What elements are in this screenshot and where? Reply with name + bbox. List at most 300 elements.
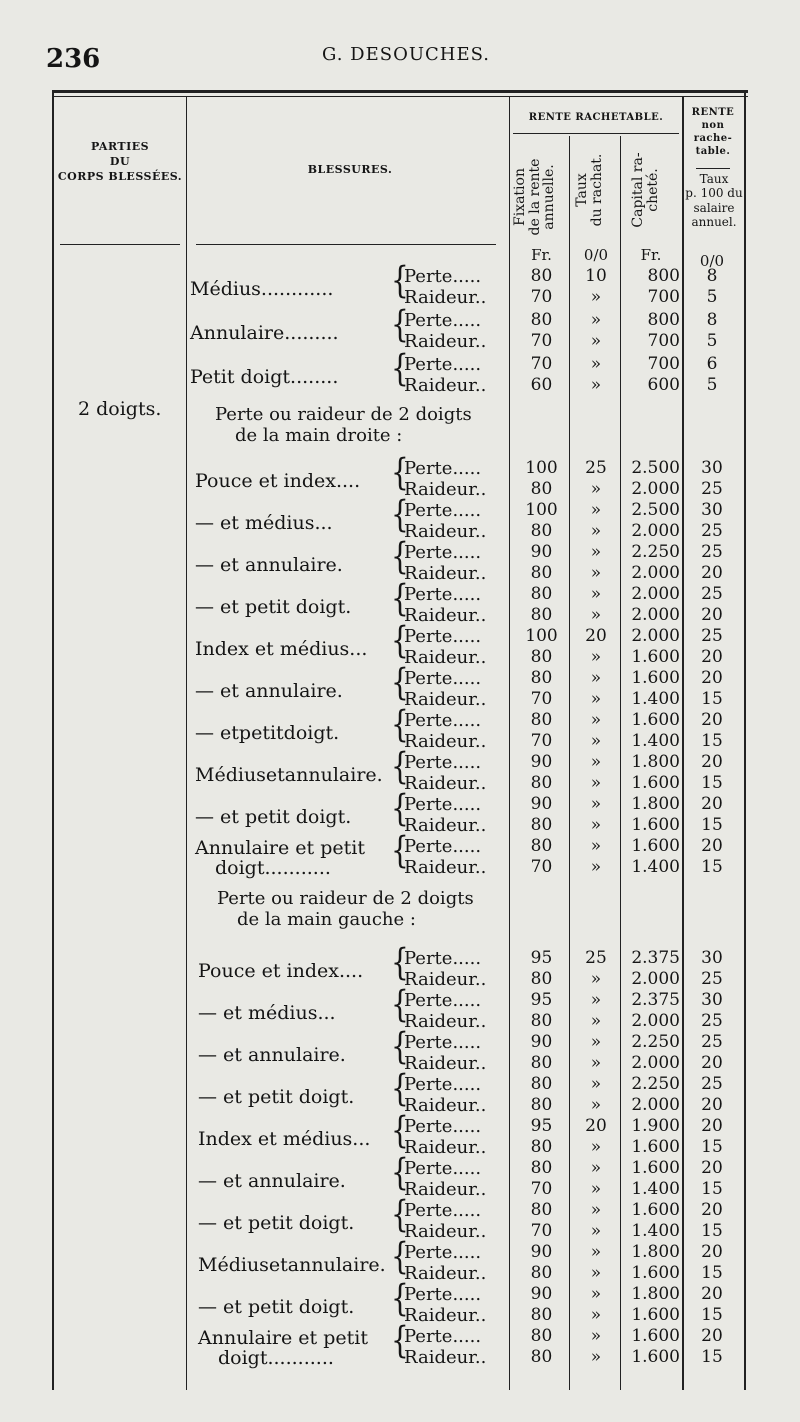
rente-rule <box>513 133 679 134</box>
header-taux-salaire <box>684 172 744 230</box>
unit-salaire: 0/0 <box>699 252 725 270</box>
cell-salaire: 30 <box>701 948 723 968</box>
row-label-cont: doigt........... <box>218 1347 334 1369</box>
cell-salaire: 5 <box>706 331 718 351</box>
cell-salaire: 15 <box>701 857 723 877</box>
cell-fixation: 80 <box>530 479 553 499</box>
row-label: — et annulaire. <box>195 680 343 702</box>
cell-taux: » <box>590 563 602 583</box>
header-rente-non-line3: table. <box>695 146 731 157</box>
cell-fixation: 80 <box>530 1053 553 1073</box>
cell-fixation: 80 <box>530 668 553 688</box>
row-kind: Raideur.. <box>404 1179 487 1200</box>
row-kind: Raideur.. <box>404 773 487 794</box>
cell-salaire: 25 <box>701 1032 723 1052</box>
cell-salaire: 15 <box>701 815 723 835</box>
row-kind: Raideur.. <box>404 1263 487 1284</box>
row-kind: Raideur.. <box>404 815 487 836</box>
cell-capital: 1.600 <box>631 1200 680 1220</box>
row-kind: Raideur.. <box>404 1221 487 1242</box>
row-kind: Raideur.. <box>404 479 487 500</box>
cell-taux: » <box>590 710 602 730</box>
cell-salaire: 15 <box>701 1347 723 1367</box>
cell-capital: 2.000 <box>631 626 680 646</box>
row-kind: Perte..... <box>404 1158 482 1179</box>
cell-fixation: 80 <box>530 1200 553 1220</box>
cell-capital: 1.800 <box>631 752 680 772</box>
brace: { <box>391 1108 409 1152</box>
cell-fixation: 80 <box>530 836 553 856</box>
cell-fixation: 90 <box>530 752 553 772</box>
header-rente-non-line1: RENTE <box>691 107 735 118</box>
cell-fixation: 70 <box>530 731 553 751</box>
unit-fixation: Fr. <box>531 246 552 264</box>
cell-fixation: 80 <box>530 1305 553 1325</box>
cell-taux: » <box>590 794 602 814</box>
group-label: 2 doigts. <box>78 398 162 420</box>
cell-taux: » <box>590 773 602 793</box>
cell-salaire: 20 <box>701 1116 723 1136</box>
cell-salaire: 20 <box>701 668 723 688</box>
cell-salaire: 15 <box>701 731 723 751</box>
cell-fixation: 80 <box>530 310 553 330</box>
cell-fixation: 95 <box>530 990 553 1010</box>
header-fixation-line3: annuelle. <box>541 164 558 230</box>
brace: { <box>391 576 409 620</box>
cell-capital: 2.000 <box>631 969 680 989</box>
section-gauche <box>217 888 474 930</box>
cell-fixation: 70 <box>530 689 553 709</box>
cell-taux: » <box>590 668 602 688</box>
cell-capital: 1.600 <box>631 710 680 730</box>
cell-taux: 20 <box>585 1116 607 1136</box>
cell-salaire: 25 <box>701 479 723 499</box>
cell-salaire: 25 <box>701 969 723 989</box>
cell-taux: » <box>590 1200 602 1220</box>
header-fixation <box>513 152 567 242</box>
row-kind: Raideur.. <box>404 689 487 710</box>
row-kind: Perte..... <box>404 1074 482 1095</box>
row-kind: Raideur.. <box>404 857 487 878</box>
cell-capital: 600 <box>647 375 680 395</box>
cell-salaire: 20 <box>701 1158 723 1178</box>
cell-taux: » <box>590 815 602 835</box>
cell-taux: » <box>590 731 602 751</box>
cell-fixation: 80 <box>530 815 553 835</box>
cell-taux: » <box>590 836 602 856</box>
brace: { <box>391 828 409 872</box>
brace: { <box>391 702 409 746</box>
header-taux-line1: Taux <box>574 173 590 207</box>
cell-salaire: 20 <box>701 1326 723 1346</box>
header-parties-line2: DU <box>109 154 131 168</box>
cell-fixation: 80 <box>530 647 553 667</box>
unit-taux: 0/0 <box>583 246 609 264</box>
row-label: Index et médius... <box>198 1128 371 1150</box>
cell-capital: 1.600 <box>631 815 680 835</box>
brace: { <box>391 982 409 1026</box>
cell-fixation: 95 <box>530 1116 553 1136</box>
brace: { <box>391 1066 409 1110</box>
row-kind: Raideur.. <box>404 1347 487 1368</box>
header-taux-salaire-line2: p. 100 du <box>685 186 743 201</box>
header-capital-line2: cheté. <box>644 168 661 212</box>
header-taux-salaire-line1: Taux <box>699 172 729 186</box>
row-label: Pouce et index.... <box>195 470 361 492</box>
col-rule-4 <box>620 136 621 1390</box>
brace: { <box>391 940 409 984</box>
cell-capital: 1.600 <box>631 1263 680 1283</box>
section-droite <box>215 404 472 446</box>
col-rule-2 <box>509 96 510 1390</box>
cell-taux: » <box>590 1347 602 1367</box>
row-label: Annulaire......... <box>190 322 339 344</box>
cell-fixation: 80 <box>530 710 553 730</box>
header-rente-non <box>682 106 744 158</box>
left-rule <box>52 90 54 1390</box>
brace: { <box>391 618 409 662</box>
cell-capital: 1.400 <box>631 857 680 877</box>
cell-salaire: 25 <box>701 626 723 646</box>
cell-fixation: 80 <box>530 1137 553 1157</box>
cell-taux: » <box>590 1326 602 1346</box>
brace: { <box>391 1150 409 1194</box>
cell-salaire: 20 <box>701 794 723 814</box>
cell-capital: 1.400 <box>631 689 680 709</box>
row-kind: Perte..... <box>404 542 482 563</box>
header-fixation-line2: de la rente <box>526 158 543 236</box>
cell-capital: 2.500 <box>631 458 680 478</box>
cell-taux: » <box>590 1011 602 1031</box>
cell-capital: 800 <box>647 310 680 330</box>
brace: { <box>391 786 409 830</box>
row-kind: Perte..... <box>404 752 482 773</box>
row-label: — et annulaire. <box>195 554 343 576</box>
col-rule-1 <box>186 96 187 1390</box>
row-kind: Raideur.. <box>404 1095 487 1116</box>
cell-fixation: 90 <box>530 1032 553 1052</box>
cell-salaire: 30 <box>701 458 723 478</box>
section-droite-line2: de la main droite : <box>235 425 403 446</box>
cell-capital: 2.000 <box>631 605 680 625</box>
row-label: — et petit doigt. <box>198 1212 355 1234</box>
cell-salaire: 25 <box>701 1011 723 1031</box>
cell-salaire: 6 <box>706 354 718 374</box>
cell-salaire: 20 <box>701 752 723 772</box>
row-label: Médiusetannulaire. <box>195 764 383 786</box>
cell-capital: 2.000 <box>631 1095 680 1115</box>
row-label: Annulaire et petit <box>195 837 365 859</box>
cell-capital: 2.375 <box>631 990 680 1010</box>
row-label: — et médius... <box>198 1002 336 1024</box>
brace: { <box>391 346 409 390</box>
row-kind: Perte..... <box>404 1032 482 1053</box>
section-gauche-line1: Perte ou raideur de 2 doigts <box>217 888 474 909</box>
header-taux-rachat <box>575 145 615 235</box>
cell-taux: » <box>590 479 602 499</box>
cell-taux: 10 <box>585 266 607 286</box>
cell-fixation: 80 <box>530 521 553 541</box>
cell-salaire: 20 <box>701 1284 723 1304</box>
cell-capital: 1.600 <box>631 1305 680 1325</box>
cell-capital: 2.250 <box>631 1032 680 1052</box>
row-kind: Perte..... <box>404 710 482 731</box>
cell-fixation: 60 <box>530 375 553 395</box>
cell-taux: » <box>590 375 602 395</box>
cell-salaire: 25 <box>701 1074 723 1094</box>
cell-taux: » <box>590 1284 602 1304</box>
cell-capital: 700 <box>647 354 680 374</box>
cell-salaire: 15 <box>701 1137 723 1157</box>
cell-salaire: 20 <box>701 1095 723 1115</box>
cell-capital: 1.400 <box>631 1179 680 1199</box>
cell-salaire: 20 <box>701 836 723 856</box>
header-taux-salaire-line4: annuel. <box>691 215 737 230</box>
cell-taux: » <box>590 287 602 307</box>
cell-taux: » <box>590 310 602 330</box>
cell-capital: 2.000 <box>631 563 680 583</box>
brace: { <box>391 492 409 536</box>
cell-fixation: 80 <box>530 1347 553 1367</box>
cell-salaire: 20 <box>701 710 723 730</box>
cell-capital: 2.000 <box>631 584 680 604</box>
row-kind: Raideur.. <box>404 521 487 542</box>
cell-capital: 2.375 <box>631 948 680 968</box>
cell-fixation: 70 <box>530 331 553 351</box>
row-kind: Perte..... <box>404 794 482 815</box>
page-number: 236 <box>46 44 101 74</box>
cell-salaire: 15 <box>701 1305 723 1325</box>
row-kind: Raideur.. <box>404 331 487 352</box>
cell-taux: » <box>590 1242 602 1262</box>
row-label: — et annulaire. <box>198 1170 346 1192</box>
cell-fixation: 70 <box>530 857 553 877</box>
cell-taux: » <box>590 1263 602 1283</box>
cell-salaire: 20 <box>701 1242 723 1262</box>
cell-taux: 20 <box>585 626 607 646</box>
cell-taux: » <box>590 1158 602 1178</box>
brace: { <box>391 258 409 302</box>
brace: { <box>391 1234 409 1278</box>
header-parties-line1: PARTIES <box>90 140 150 153</box>
cell-fixation: 70 <box>530 1221 553 1241</box>
header-parties-line3: CORPS BLESSÉES. <box>57 169 183 183</box>
cell-taux: » <box>590 354 602 374</box>
cell-taux: 25 <box>585 458 607 478</box>
row-kind: Perte..... <box>404 1116 482 1137</box>
row-kind: Perte..... <box>404 626 482 647</box>
top-rule-thin <box>52 96 748 97</box>
cell-capital: 1.900 <box>631 1116 680 1136</box>
cell-salaire: 15 <box>701 689 723 709</box>
cell-capital: 1.800 <box>631 1242 680 1262</box>
cell-fixation: 95 <box>530 948 553 968</box>
row-kind: Perte..... <box>404 836 482 857</box>
header-parties <box>56 140 184 185</box>
row-kind: Raideur.. <box>404 647 487 668</box>
cell-fixation: 80 <box>530 1074 553 1094</box>
cell-capital: 1.600 <box>631 647 680 667</box>
cell-taux: » <box>590 542 602 562</box>
cell-taux: » <box>590 990 602 1010</box>
header-capital-line1: Capital ra- <box>630 152 646 228</box>
cell-capital: 2.250 <box>631 542 680 562</box>
cell-taux: » <box>590 752 602 772</box>
row-label: Pouce et index.... <box>198 960 364 982</box>
cell-taux: » <box>590 521 602 541</box>
row-kind: Raideur.. <box>404 1053 487 1074</box>
cell-fixation: 90 <box>530 1242 553 1262</box>
header-taux-line2: du rachat. <box>588 153 605 227</box>
cell-taux: » <box>590 1137 602 1157</box>
cell-salaire: 20 <box>701 647 723 667</box>
row-kind: Perte..... <box>404 1242 482 1263</box>
header-capital <box>631 145 671 235</box>
cell-fixation: 70 <box>530 287 553 307</box>
brace: { <box>391 1318 409 1362</box>
cell-fixation: 80 <box>530 1263 553 1283</box>
cell-capital: 2.250 <box>631 1074 680 1094</box>
cell-fixation: 70 <box>530 1179 553 1199</box>
row-label: — et petit doigt. <box>195 596 352 618</box>
cell-salaire: 25 <box>701 521 723 541</box>
right-rule <box>744 90 746 1390</box>
row-kind: Perte..... <box>404 1200 482 1221</box>
row-kind: Perte..... <box>404 354 482 375</box>
section-gauche-line2: de la main gauche : <box>237 909 416 930</box>
row-kind: Raideur.. <box>404 375 487 396</box>
cell-taux: » <box>590 1305 602 1325</box>
row-kind: Perte..... <box>404 1326 482 1347</box>
cell-fixation: 80 <box>530 773 553 793</box>
cell-salaire: 30 <box>701 500 723 520</box>
header-taux-salaire-line3: salaire <box>693 200 735 215</box>
brace: { <box>391 1276 409 1320</box>
cell-salaire: 5 <box>706 375 718 395</box>
cell-taux: » <box>590 857 602 877</box>
cell-capital: 1.600 <box>631 1137 680 1157</box>
cell-fixation: 80 <box>530 1011 553 1031</box>
brace: { <box>391 534 409 578</box>
cell-taux: » <box>590 584 602 604</box>
cell-fixation: 80 <box>530 563 553 583</box>
cell-fixation: 100 <box>525 500 558 520</box>
cell-fixation: 70 <box>530 354 553 374</box>
row-kind: Raideur.. <box>404 563 487 584</box>
cell-capital: 2.000 <box>631 1011 680 1031</box>
row-kind: Raideur.. <box>404 1137 487 1158</box>
cell-salaire: 8 <box>706 310 718 330</box>
cell-salaire: 15 <box>701 1179 723 1199</box>
row-kind: Raideur.. <box>404 287 487 308</box>
cell-fixation: 80 <box>530 1326 553 1346</box>
cell-capital: 700 <box>647 287 680 307</box>
cell-capital: 1.600 <box>631 773 680 793</box>
row-kind: Perte..... <box>404 266 482 287</box>
cell-salaire: 15 <box>701 1221 723 1241</box>
brace: { <box>391 660 409 704</box>
cell-capital: 1.800 <box>631 794 680 814</box>
cell-capital: 1.600 <box>631 836 680 856</box>
section-droite-line1: Perte ou raideur de 2 doigts <box>215 404 472 425</box>
cell-fixation: 90 <box>530 794 553 814</box>
cell-capital: 1.400 <box>631 731 680 751</box>
cell-capital: 800 <box>647 266 680 286</box>
cell-salaire: 20 <box>701 605 723 625</box>
header-rente-non-line2: non rache- <box>693 120 733 144</box>
cell-capital: 1.600 <box>631 668 680 688</box>
cell-capital: 1.800 <box>631 1284 680 1304</box>
row-kind: Raideur.. <box>404 605 487 626</box>
row-label: Petit doigt........ <box>190 366 339 388</box>
row-label: — et annulaire. <box>198 1044 346 1066</box>
cell-fixation: 100 <box>525 458 558 478</box>
cell-capital: 1.400 <box>631 1221 680 1241</box>
cell-fixation: 80 <box>530 1095 553 1115</box>
cell-salaire: 25 <box>701 584 723 604</box>
cell-fixation: 80 <box>530 969 553 989</box>
row-kind: Perte..... <box>404 1284 482 1305</box>
head-rule-2 <box>196 244 496 245</box>
col-rule-3 <box>569 136 570 1390</box>
row-kind: Raideur.. <box>404 1011 487 1032</box>
cell-salaire: 25 <box>701 542 723 562</box>
cell-taux: » <box>590 1074 602 1094</box>
row-label: — et petit doigt. <box>198 1086 355 1108</box>
cell-fixation: 80 <box>530 1158 553 1178</box>
cell-fixation: 80 <box>530 584 553 604</box>
row-kind: Perte..... <box>404 500 482 521</box>
brace: { <box>391 1024 409 1068</box>
cell-capital: 1.600 <box>631 1326 680 1346</box>
cell-taux: » <box>590 647 602 667</box>
header-fixation-line1: Fixation <box>512 168 528 226</box>
cell-taux: » <box>590 1221 602 1241</box>
header-rente-rachetable: RENTE RACHETABLE. <box>528 112 664 123</box>
rente-non-rule <box>696 168 730 169</box>
cell-fixation: 100 <box>525 626 558 646</box>
cell-capital: 2.000 <box>631 521 680 541</box>
cell-taux: » <box>590 605 602 625</box>
cell-capital: 700 <box>647 331 680 351</box>
row-kind: Raideur.. <box>404 1305 487 1326</box>
cell-fixation: 80 <box>530 266 553 286</box>
brace: { <box>391 744 409 788</box>
brace: { <box>391 302 409 346</box>
cell-capital: 2.500 <box>631 500 680 520</box>
row-label: Médiusetannulaire. <box>198 1254 386 1276</box>
cell-capital: 1.600 <box>631 1347 680 1367</box>
cell-taux: » <box>590 1053 602 1073</box>
cell-taux: » <box>590 331 602 351</box>
row-kind: Perte..... <box>404 668 482 689</box>
row-label: — etpetitdoigt. <box>195 722 340 744</box>
row-label-cont: doigt........... <box>215 857 331 879</box>
cell-taux: » <box>590 689 602 709</box>
cell-salaire: 15 <box>701 773 723 793</box>
cell-salaire: 5 <box>706 287 718 307</box>
head-rule-1 <box>60 244 180 245</box>
cell-salaire: 20 <box>701 1053 723 1073</box>
row-label: — et petit doigt. <box>195 806 352 828</box>
cell-taux: » <box>590 1095 602 1115</box>
cell-capital: 2.000 <box>631 1053 680 1073</box>
cell-fixation: 80 <box>530 605 553 625</box>
cell-capital: 2.000 <box>631 479 680 499</box>
running-head: G. DESOUCHES. <box>322 44 491 65</box>
row-label: Médius............ <box>190 278 334 300</box>
row-kind: Perte..... <box>404 948 482 969</box>
